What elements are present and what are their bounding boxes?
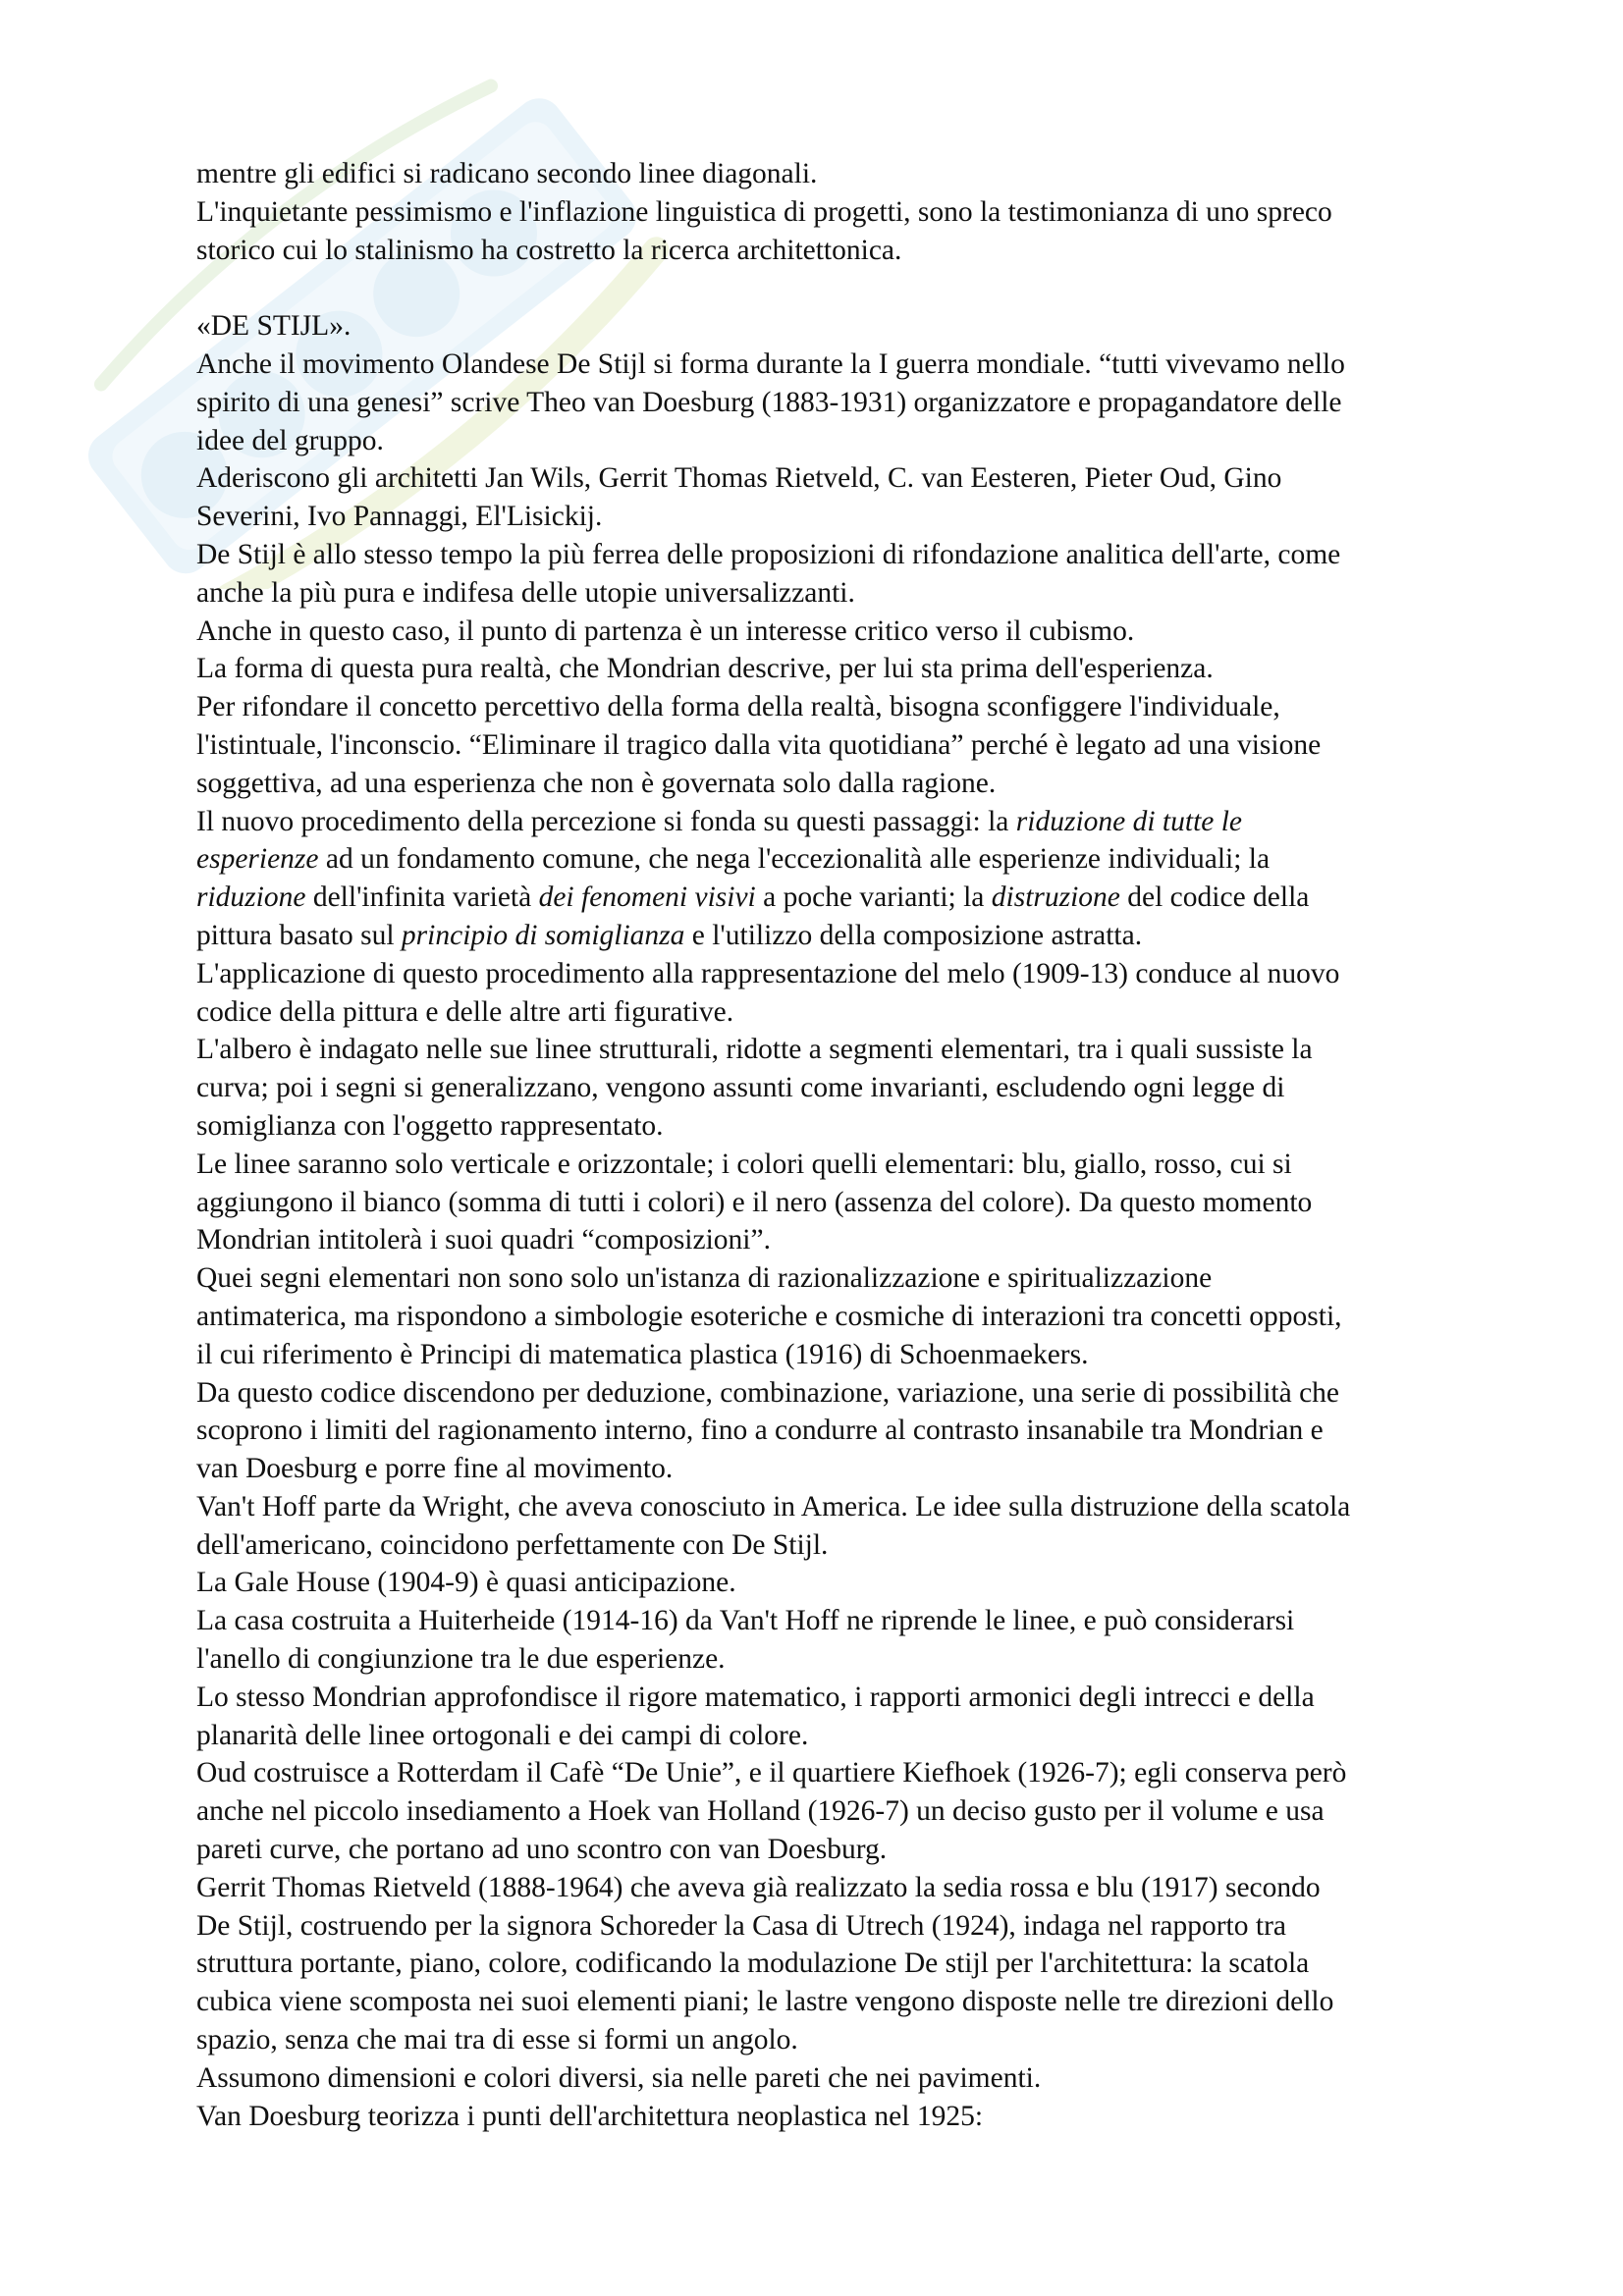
text-line: L'inquietante pessimismo e l'inflazione linguistica di progetti, sono la testimonianza di uno spreco [196, 195, 1332, 228]
text-line: anche nel piccolo insediamento a Hoek van Holland (1926-7) un deciso gusto per il volume e usa [196, 1795, 1325, 1828]
text-line: cubica viene scomposta nei suoi elementi piani; le lastre vengono disposte nelle tre direzioni dello [196, 1986, 1334, 2018]
text-line: Oud costruisce a Rotterdam il Cafè “De Unie”, e il quartiere Kiefhoek (1926-7); egli conserva però [196, 1757, 1347, 1789]
italic-emphasis: riduzione [196, 881, 306, 914]
text-line: La forma di questa pura realtà, che Mondrian descrive, per lui sta prima dell'esperienza. [196, 653, 1214, 685]
text-line: antimaterica, ma rispondono a simbologie esoteriche e cosmiche di interazioni tra concetti opposti, [196, 1300, 1342, 1332]
italic-emphasis: dei fenomeni visivi [538, 881, 756, 914]
text-line: somiglianza con l'oggetto rappresentato. [196, 1109, 664, 1142]
text-line: L'albero è indagato nelle sue linee strutturali, ridotte a segmenti elementari, tra i quali sussiste la [196, 1034, 1313, 1066]
text-line: riduzione dell'infinita varietà dei fenomeni visivi a poche varianti; la distruzione del codice della [196, 881, 1310, 914]
text-line: La Gale House (1904-9) è quasi anticipazione. [196, 1567, 736, 1599]
italic-emphasis: distruzione [991, 881, 1120, 914]
text-line: soggettiva, ad una esperienza che non è governata solo dalla ragione. [196, 767, 997, 799]
text-line: spazio, senza che mai tra di esse si formi un angolo. [196, 2024, 798, 2056]
text-line: Van't Hoff parte da Wright, che aveva conosciuto in America. Le idee sulla distruzione della scatola [196, 1490, 1351, 1522]
text-line: pareti curve, che portano ad uno scontro con van Doesburg. [196, 1834, 888, 1866]
text-line: Severini, Ivo Pannaggi, El'Lisickij. [196, 501, 603, 533]
text-line: De Stijl, costruendo per la signora Schoreder la Casa di Utrech (1924), indaga nel rapporto tra [196, 1909, 1286, 1942]
text-line: mentre gli edifici si radicano secondo linee diagonali. [196, 158, 818, 189]
text-line: l'anello di congiunzione tra le due esperienze. [196, 1643, 726, 1676]
text-line: Gerrit Thomas Rietveld (1888-1964) che aveva già realizzato la sedia rossa e blu (1917) secondo [196, 1871, 1321, 1903]
text-line: storico cui lo stalinismo ha costretto la ricerca architettonica. [196, 234, 902, 266]
text-line: van Doesburg e porre fine al movimento. [196, 1453, 674, 1485]
text-line: struttura portante, piano, colore, codificando la modulazione De stijl per l'architettura: la scatola [196, 1948, 1310, 1980]
italic-emphasis: esperienze [196, 843, 319, 876]
text-line: dell'americano, coincidono perfettamente con De Stijl. [196, 1528, 829, 1561]
text-line: Il nuovo procedimento della percezione si fonda su questi passaggi: la riduzione di tutte le [196, 805, 1243, 837]
text-line: curva; poi i segni si generalizzano, vengono assunti come invarianti, escludendo ogni legge di [196, 1072, 1285, 1104]
text-line: Aderiscono gli architetti Jan Wils, Gerrit Thomas Rietveld, C. van Eesteren, Pieter Oud, Gino [196, 462, 1282, 495]
text-line: il cui riferimento è Principi di matematica plastica (1916) di Schoenmaekers. [196, 1338, 1089, 1370]
text-line: aggiungono il bianco (somma di tutti i colori) e il nero (assenza del colore). Da questo momento [196, 1186, 1313, 1218]
text-line: Quei segni elementari non sono solo un'istanza di razionalizzazione e spiritualizzazione [196, 1262, 1213, 1295]
text-line: «DE STIJL». [196, 310, 352, 343]
text-line: spirito di una genesi” scrive Theo van Doesburg (1883-1931) organizzatore e propagandatore delle [196, 386, 1342, 418]
text-line: L'applicazione di questo procedimento alla rappresentazione del melo (1909-13) conduce al nuovo [196, 957, 1340, 989]
text-line: idee del gruppo. [196, 424, 384, 456]
text-line: anche la più pura e indifesa delle utopie universalizzanti. [196, 576, 855, 609]
text-line: Anche in questo caso, il punto di partenza è un interesse critico verso il cubismo. [196, 614, 1135, 647]
text-line: Lo stesso Mondrian approfondisce il rigore matematico, i rapporti armonici degli intrecci e della [196, 1681, 1315, 1713]
text-line: Van Doesburg teorizza i punti dell'architettura neoplastica nel 1925: [196, 2100, 984, 2132]
text-line: planarità delle linee ortogonali e dei campi di colore. [196, 1719, 809, 1751]
italic-emphasis: principio di somiglianza [401, 919, 685, 951]
text-line: La casa costruita a Huiterheide (1914-16) da Van't Hoff ne riprende le linee, e può considerarsi [196, 1605, 1295, 1637]
text-line: pittura basato sul principio di somiglianza e l'utilizzo della composizione astratta. [196, 919, 1143, 951]
text-line: Assumono dimensioni e colori diversi, sia nelle pareti che nei pavimenti. [196, 2061, 1042, 2094]
text-line: Mondrian intitolerà i suoi quadri “composizioni”. [196, 1224, 771, 1256]
text-line: Anche il movimento Olandese De Stijl si forma durante la I guerra mondiale. “tutti vivevamo nello [196, 347, 1345, 380]
document-text [196, 155, 1492, 2135]
text-line: Da questo codice discendono per deduzione, combinazione, variazione, una serie di possibilità che [196, 1376, 1340, 1409]
text-line: Le linee saranno solo verticale e orizzontale; i colori quelli elementari: blu, giallo, rosso, cui si [196, 1148, 1292, 1180]
text-line: l'istintuale, l'inconscio. “Eliminare il tragico dalla vita quotidiana” perché è legato ad una visione [196, 728, 1322, 761]
text-line: codice della pittura e delle altre arti figurative. [196, 995, 734, 1028]
italic-emphasis: riduzione di tutte le [1015, 805, 1243, 837]
text-line: esperienze ad un fondamento comune, che nega l'eccezionalità alle esperienze individuali; la [196, 843, 1271, 876]
blank-line [196, 269, 1492, 307]
text-line: Per rifondare il concetto percettivo della forma della realtà, bisogna sconfiggere l'individuale, [196, 691, 1280, 723]
text-line: scoprono i limiti del ragionamento interno, fino a condurre al contrasto insanabile tra Mondrian e [196, 1415, 1324, 1447]
text-line: De Stijl è allo stesso tempo la più ferrea delle proposizioni di rifondazione analitica dell'arte, come [196, 538, 1341, 570]
